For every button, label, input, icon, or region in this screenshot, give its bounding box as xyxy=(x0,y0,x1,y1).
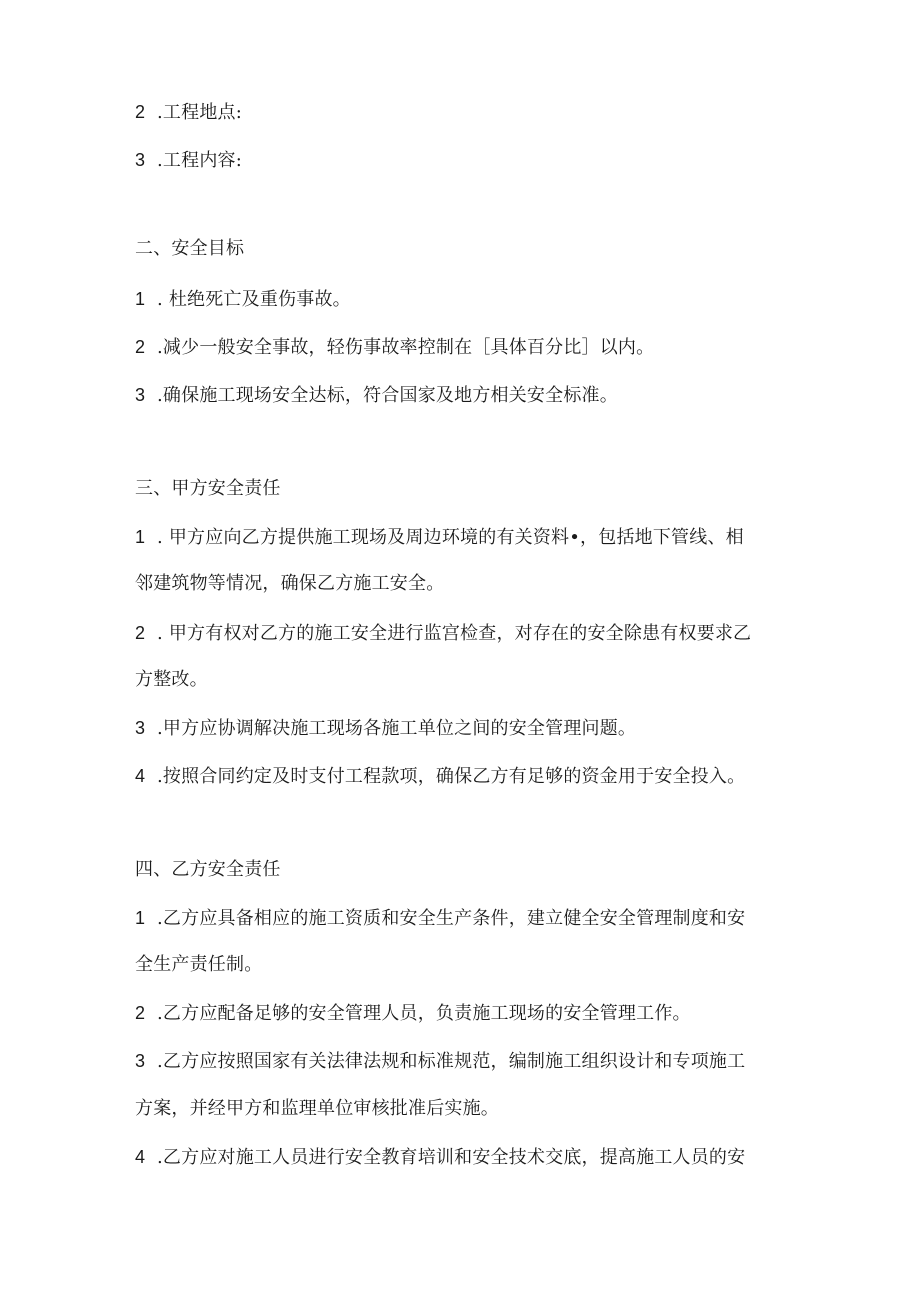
item-number: 2 xyxy=(135,102,146,122)
item-text: .工程内容: xyxy=(157,150,242,171)
item-text: .减少一般安全事故，轻伤事故率控制在［具体百分比］以内。 xyxy=(157,337,655,358)
list-item xyxy=(135,1001,775,1026)
item-text: . 杜绝死亡及重伤事故。 xyxy=(157,289,351,310)
item-text: .按照合同约定及时支付工程款项，确保乙方有足够的资金用于安全投入。 xyxy=(157,766,746,787)
item-number: 1 xyxy=(135,527,146,547)
item-number: 3 xyxy=(135,150,146,170)
item-number: 4 xyxy=(135,1147,146,1167)
item-number: 3 xyxy=(135,1051,146,1071)
item-number: 2 xyxy=(135,337,146,357)
item-number: 2 xyxy=(135,1003,146,1023)
list-item xyxy=(135,525,775,550)
item-number: 3 xyxy=(135,385,146,405)
list-item xyxy=(135,148,775,173)
item-number: 1 xyxy=(135,289,146,309)
list-item xyxy=(135,287,775,312)
list-item-continuation: 全生产责任制。 xyxy=(135,954,263,975)
item-text: . 甲方有权对乙方的施工安全进行监宫检查，对存在的安全除患有权要求乙 xyxy=(157,623,752,644)
item-number: 3 xyxy=(135,718,146,738)
list-item xyxy=(135,621,775,646)
list-item xyxy=(135,716,775,741)
section-heading: 三、甲方安全责任 xyxy=(135,478,281,499)
item-text: .乙方应具备相应的施工资质和安全生产条件，建立健全安全管理制度和安 xyxy=(157,908,746,929)
item-text: .确保施工现场安全达标，符合国家及地方相关安全标准。 xyxy=(157,385,618,406)
list-item-continuation: 方案，并经甲方和监理单位审核批准后实施。 xyxy=(135,1098,499,1119)
item-number: 2 xyxy=(135,623,146,643)
section-heading: 二、安全目标 xyxy=(135,238,245,259)
list-item xyxy=(135,100,775,125)
item-number: 1 xyxy=(135,908,146,928)
list-item-continuation: 邻建筑物等情况，确保乙方施工安全。 xyxy=(135,573,445,594)
item-text: . 甲方应向乙方提供施工现场及周边环境的有关资料•，包括地下管线、相 xyxy=(157,527,744,548)
list-item xyxy=(135,1049,775,1074)
list-item xyxy=(135,764,775,789)
list-item xyxy=(135,1145,775,1170)
list-item-continuation: 方整改。 xyxy=(135,669,208,690)
section-heading: 四、乙方安全责任 xyxy=(135,859,281,880)
item-number: 4 xyxy=(135,766,146,786)
item-text: .乙方应配备足够的安全管理人员，负责施工现场的安全管理工作。 xyxy=(157,1003,691,1024)
item-text: .工程地点: xyxy=(157,102,242,123)
list-item xyxy=(135,335,775,360)
list-item xyxy=(135,383,775,408)
item-text: .乙方应按照国家有关法律法规和标准规范，编制施工组织设计和专项施工 xyxy=(157,1051,746,1072)
item-text: .甲方应协调解决施工现场各施工单位之间的安全管理问题。 xyxy=(157,718,637,739)
item-text: .乙方应对施工人员进行安全教育培训和安全技术交底，提高施工人员的安 xyxy=(157,1147,746,1168)
list-item xyxy=(135,906,775,931)
